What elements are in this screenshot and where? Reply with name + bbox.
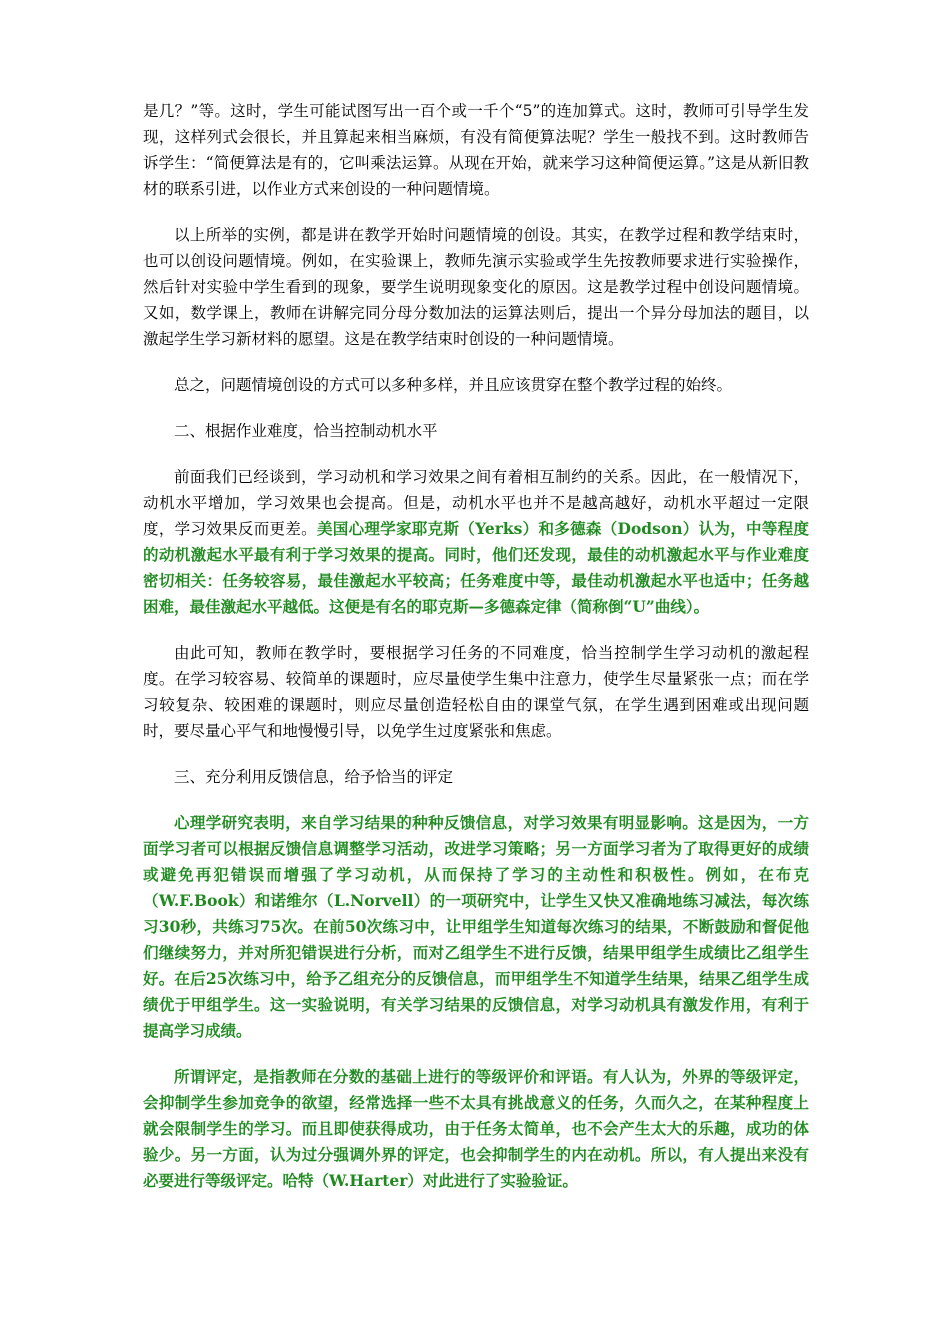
paragraph-4-highlight: 美国心理学家耶克斯（Yerks）和多德森（Dodson）认为，中等程度的动机激起水平最有利于学习效果的提高。同时，他们还发现，最佳的动机激起水平与作业难度密切相关：任务较容易，最佳激起水平较高；任务难度中等，最佳动机激起水平也适中；任务越困难，最佳激起水平越低。这便是有名的耶克斯—多德森定律（简称倒“U”曲线）。 (143, 519, 809, 616)
paragraph-7: 所谓评定，是指教师在分数的基础上进行的等级评价和评语。有人认为，外界的等级评定，会抑制学生参加竞争的欲望，经常选择一些不太具有挑战意义的任务，久而久之，在某种程度上就会限制学生的学习。而且即使获得成功，由于任务太简单，也不会产生太大的乐趣，成功的体验少。另一方面，认为过分强调外界的评定，也会抑制学生的内在动机。所以，有人提出来没有必要进行等级评定。哈特（W.Harter）对此进行了实验验证。 (143, 1067, 809, 1190)
paragraph-1: 是几？”等。这时，学生可能试图写出一百个或一千个“5”的连加算式。这时，教师可引导学生发现，这样列式会很长，并且算起来相当麻烦，有没有简便算法呢？学生一般找不到。这时教师告诉学生：“简便算法是有的，它叫乘法运算。从现在开始，就来学习这种简便运算。”这是从新旧教材的联系引进，以作业方式来创设的一种问题情境。 (143, 102, 809, 198)
paragraph-4-plain: 前面我们已经谈到，学习动机和学习效果之间有着相互制约的关系。因此，在一般情况下，动机水平增加，学习效果也会提高。但是，动机水平也并不是越高越好，动机水平超过一定限度，学习效果反而更差。 (143, 468, 809, 538)
section-heading-2: 二、根据作业难度，恰当控制动机水平 (174, 422, 438, 440)
document-body (143, 98, 809, 1214)
paragraph-6: 心理学研究表明，来自学习结果的种种反馈信息，对学习效果有明显影响。这是因为，一方面学习者可以根据反馈信息调整学习活动，改进学习策略；另一方面学习者为了取得更好的成绩或避免再犯错误而增强了学习动机，从而保持了学习的主动性和积极性。例如，在布克（W.F.Book）和诺维尔（L.Norvell）的一项研究中，让学生又快又准确地练习减法，每次练习30秒，共练习75次。在前50次练习中，让甲组学生知道每次练习的结果，不断鼓励和督促他们继续努力，并对所犯错误进行分析，而对乙组学生不进行反馈，结果甲组学生成绩比乙组学生好。在后25次练习中，给予乙组充分的反馈信息，而甲组学生不知道学生结果，结果乙组学生成绩优于甲组学生。这一实验说明，有关学习结果的反馈信息，对学习动机具有激发作用，有利于提高学习成绩。 (143, 813, 809, 1040)
section-heading-3: 三、充分利用反馈信息，给予恰当的评定 (174, 768, 454, 786)
paragraph-4 (143, 464, 809, 620)
paragraph-2: 以上所举的实例，都是讲在教学开始时问题情境的创设。其实，在教学过程和教学结束时，也可以创设问题情境。例如，在实验课上，教师先演示实验或学生先按教师要求进行实验操作，然后针对实验中学生看到的现象，要学生说明现象变化的原因。这是教学过程中创设问题情境。又如，数学课上，教师在讲解完同分母分数加法的运算法则后，提出一个异分母加法的题目，以激起学生学习新材料的愿望。这是在教学结束时创设的一种问题情境。 (143, 226, 809, 348)
paragraph-3: 总之，问题情境创设的方式可以多种多样，并且应该贯穿在整个教学过程的始终。 (174, 376, 733, 394)
paragraph-5: 由此可知，教师在教学时，要根据学习任务的不同难度，恰当控制学生学习动机的激起程度。在学习较容易、较简单的课题时，应尽量使学生集中注意力，使学生尽量紧张一点；而在学习较复杂、较困难的课题时，则应尽量创造轻松自由的课堂气氛，在学生遇到困难或出现问题时，要尽量心平气和地慢慢引导，以免学生过度紧张和焦虑。 (143, 644, 809, 740)
